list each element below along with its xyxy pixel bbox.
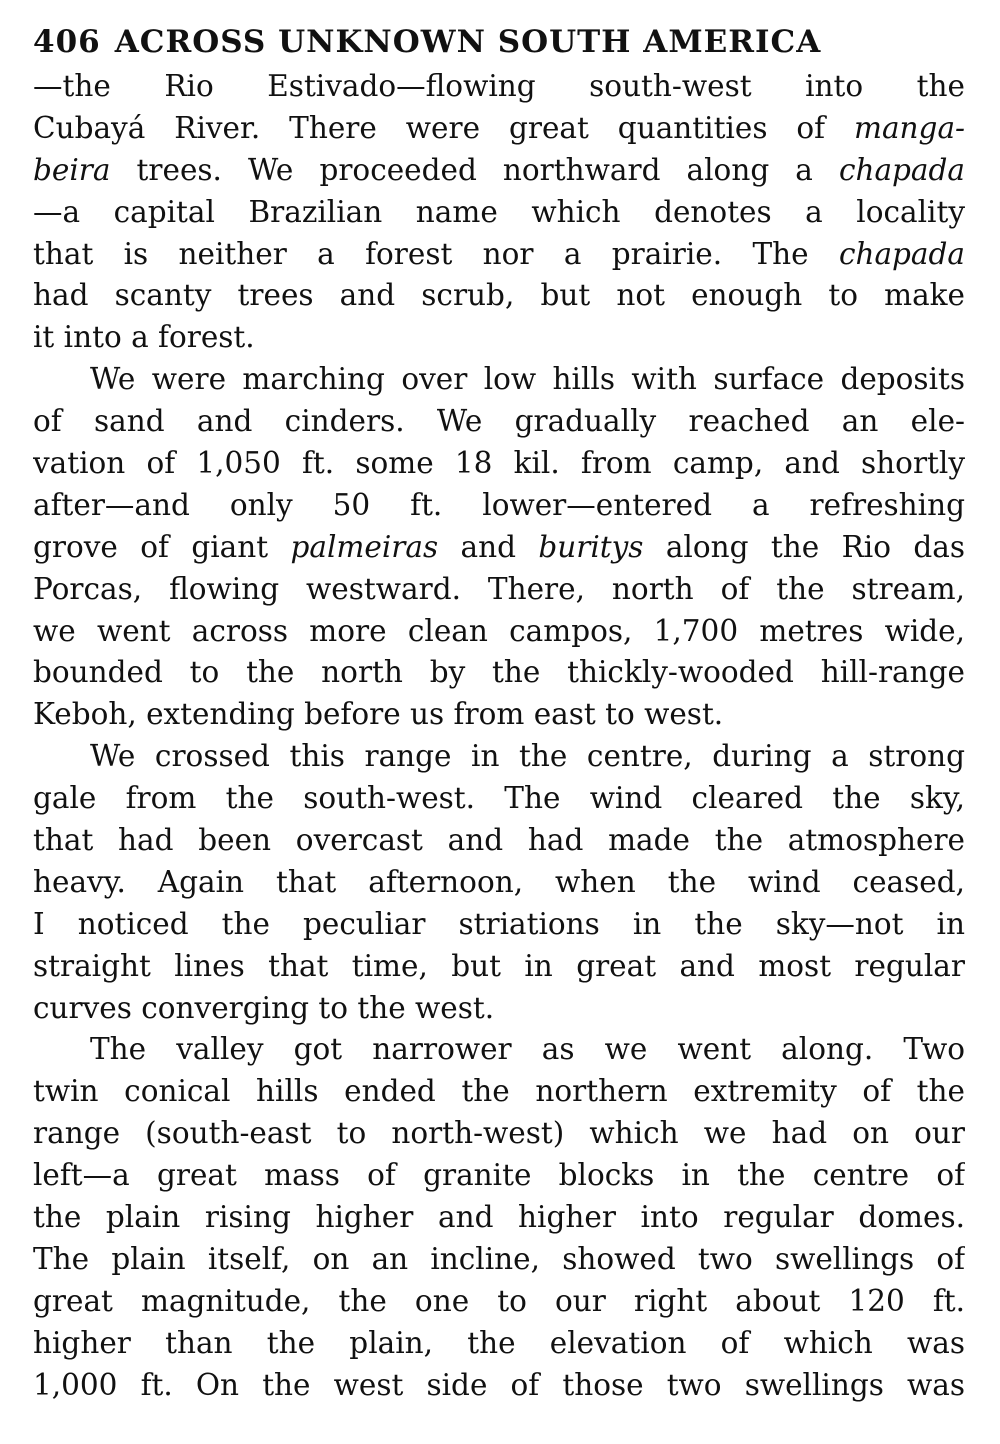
running-header	[33, 18, 965, 66]
text-line	[33, 401, 965, 443]
text-line	[33, 359, 965, 401]
text-line	[33, 988, 965, 1030]
paragraph	[33, 359, 965, 736]
text-run: heavy. Again that afternoon, when the wind ceased,	[33, 864, 965, 899]
text-run: We crossed this range in the centre, during a strong	[90, 739, 965, 774]
text-line	[33, 1281, 965, 1323]
text-line	[33, 66, 965, 108]
text-line	[33, 1365, 965, 1407]
text-line	[33, 736, 965, 778]
text-run: we went across more clean campos, 1,700 metres wide,	[33, 613, 965, 648]
text-line	[33, 611, 965, 653]
text-run: Cubayá River. There were great quantities of	[33, 110, 854, 145]
text-run: that is neither a forest nor a prairie. The	[33, 236, 839, 271]
paragraph	[33, 736, 965, 1029]
text-line	[33, 946, 965, 988]
text-run: —the Rio Estivado—flowing south-west into the	[33, 69, 965, 103]
text-run: the plain rising higher and higher into regular domes.	[33, 1200, 965, 1235]
text-line	[33, 569, 965, 611]
text-run: curves converging to the west.	[33, 990, 495, 1025]
text-run: We were marching over low hills with surface deposits	[90, 362, 965, 397]
text-run: vation of 1,050 ft. some 18 kil. from camp, and shortly	[33, 446, 965, 481]
text-line	[33, 904, 965, 946]
text-line	[33, 150, 965, 192]
text-line	[33, 1113, 965, 1155]
page-number: 406	[33, 24, 101, 60]
text-run: Keboh, extending before us from east to west.	[33, 697, 724, 732]
italic-term: manga-	[854, 110, 965, 145]
text-line	[33, 485, 965, 527]
text-line	[33, 694, 965, 736]
text-run: that had been overcast and had made the atmosphere	[33, 823, 965, 858]
italic-term: palmeiras	[290, 529, 439, 564]
text-line	[33, 527, 965, 569]
italic-term: beira	[33, 152, 111, 187]
text-line	[33, 862, 965, 904]
text-line	[33, 108, 965, 150]
text-run: —a capital Brazilian name which denotes a locality	[33, 194, 965, 229]
text-line	[33, 234, 965, 276]
italic-term: chapada	[838, 152, 965, 187]
text-line	[33, 778, 965, 820]
text-line	[33, 1197, 965, 1239]
text-run: great magnitude, the one to our right about 120 ft.	[33, 1283, 965, 1318]
text-line	[33, 1323, 965, 1365]
text-run: gale from the south-west. The wind cleared the sky,	[33, 781, 965, 816]
text-line	[33, 1155, 965, 1197]
text-run: straight lines that time, but in great and most regular	[33, 948, 965, 983]
text-run: trees. We proceeded northward along a	[110, 152, 839, 187]
text-run: The valley got narrower as we went along. Two	[90, 1032, 965, 1067]
text-run: after—and only 50 ft. lower—entered a refreshing	[33, 487, 965, 522]
text-line	[33, 275, 965, 317]
book-page	[33, 18, 965, 1407]
italic-term: buritys	[538, 529, 644, 564]
text-run: range (south-east to north-west) which we had on our	[33, 1116, 965, 1151]
text-line	[33, 192, 965, 234]
text-line	[33, 1029, 965, 1071]
body-text	[33, 66, 965, 1407]
text-run: along the Rio das	[643, 529, 965, 564]
text-line	[33, 652, 965, 694]
text-line	[33, 1239, 965, 1281]
text-run: of sand and cinders. We gradually reached an ele-	[33, 404, 965, 439]
text-run: higher than the plain, the elevation of which was	[33, 1325, 965, 1360]
text-run: left—a great mass of granite blocks in the centre of	[33, 1158, 965, 1193]
text-run: Porcas, flowing westward. There, north of the stream,	[33, 571, 965, 606]
running-title: ACROSS UNKNOWN SOUTH AMERICA	[114, 24, 822, 60]
text-run: had scanty trees and scrub, but not enough to make	[33, 278, 965, 313]
text-run: bounded to the north by the thickly-wooded hill-range	[33, 655, 965, 690]
italic-term: chapada	[838, 236, 965, 271]
paragraph	[33, 66, 965, 359]
text-run: The plain itself, on an incline, showed two swellings of	[33, 1241, 965, 1276]
text-run: it into a forest.	[33, 320, 255, 355]
text-line	[33, 443, 965, 485]
text-run: twin conical hills ended the northern extremity of the	[33, 1074, 965, 1109]
text-run: grove of giant	[33, 529, 291, 564]
text-line	[33, 1071, 965, 1113]
text-run: 1,000 ft. On the west side of those two swellings was	[33, 1367, 965, 1402]
paragraph	[33, 1029, 965, 1406]
text-line	[33, 820, 965, 862]
text-run: I noticed the peculiar striations in the sky—not in	[33, 906, 965, 941]
text-run: and	[438, 529, 539, 564]
text-line	[33, 317, 965, 359]
